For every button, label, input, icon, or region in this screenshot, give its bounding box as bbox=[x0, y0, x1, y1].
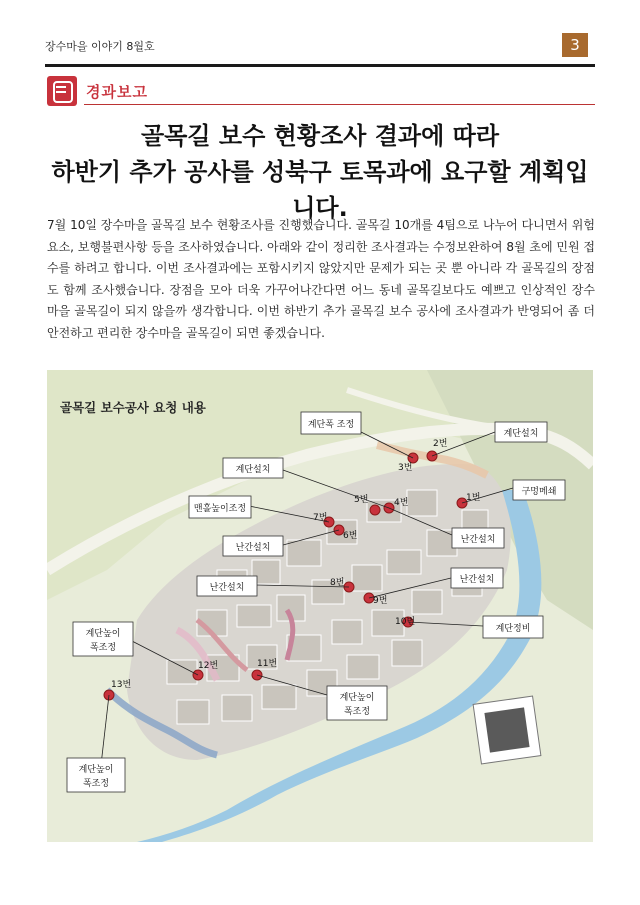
page-number: 3 bbox=[562, 33, 588, 57]
map-title: 골목길 보수공사 요청 내용 bbox=[60, 400, 206, 415]
callout-rail-2: 난간설치 bbox=[460, 535, 496, 545]
callout-rail-4: 난간설치 bbox=[209, 583, 245, 593]
section-divider bbox=[84, 104, 595, 105]
callout-manhole: 맨홀높이조정 bbox=[193, 504, 247, 514]
village-alley-map bbox=[47, 370, 593, 842]
marker-12: 12번 bbox=[198, 661, 219, 671]
marker-2: 2번 bbox=[433, 439, 448, 449]
callout-rail-3: 난간설치 bbox=[459, 575, 495, 585]
callout-stair-width: 계단폭 조정 bbox=[307, 420, 355, 430]
callout-rail-1: 난간설치 bbox=[235, 543, 271, 553]
callout-stair-height-3a: 계단높이 bbox=[78, 765, 114, 775]
headline-line-2: 하반기 추가 공사를 성북구 토목과에 요구할 계획입니다. bbox=[51, 158, 589, 222]
marker-8: 8번 bbox=[330, 578, 345, 588]
headline-line-1: 골목길 보수 현황조사 결과에 따라 bbox=[141, 122, 499, 150]
callout-stair-height-1a: 계단높이 bbox=[85, 629, 121, 639]
marker-3: 3번 bbox=[398, 463, 413, 473]
header-divider bbox=[45, 64, 595, 67]
section-label: 경과보고 bbox=[86, 83, 148, 101]
marker-1: 1번 bbox=[466, 493, 481, 503]
callout-stair-height-2a: 계단높이 bbox=[339, 693, 375, 703]
callout-stair-height-1b: 폭조정 bbox=[89, 643, 117, 653]
marker-4: 4번 bbox=[394, 498, 409, 508]
marker-13: 13번 bbox=[111, 680, 132, 690]
callout-stair-install-2: 계단설치 bbox=[235, 465, 271, 475]
callout-hole-cover: 구멍메쇄 bbox=[521, 487, 557, 497]
marker-5: 5번 bbox=[354, 495, 369, 505]
marker-10: 10번 bbox=[395, 617, 416, 627]
callout-stair-height-2b: 폭조정 bbox=[343, 707, 371, 717]
callout-stair-repair: 계단정비 bbox=[495, 624, 531, 634]
callout-stair-install-1: 계단설치 bbox=[503, 429, 539, 439]
newsletter-title: 장수마을 이야기 8월호 bbox=[45, 40, 155, 53]
marker-6: 6번 bbox=[343, 531, 358, 541]
headline bbox=[40, 118, 600, 226]
marker-11: 11번 bbox=[257, 659, 278, 669]
callout-stair-height-3b: 폭조정 bbox=[82, 779, 110, 789]
document-icon bbox=[47, 76, 77, 106]
marker-9: 9번 bbox=[373, 596, 388, 606]
marker-7: 7번 bbox=[313, 513, 328, 523]
body-paragraph: 7월 10일 장수마을 골목길 보수 현황조사를 진행했습니다. 골목길 10개를 4팀으로 나누어 다니면서 위험요소, 보행불편사항 등을 조사하였습니다. 아래와 같이 정리한 조사결과는 수정보완하여 8월 초에 민원 접수를 하려고 합니다. 이번 조사결과에는 포함시키지 않았지만 문제가 되는 곳 뿐 아니라 각 골목길의 장점도 함께 조사했습니다. 장점을 모아 더욱 가꾸어나간다면 어느 동네 골목길보다도 예쁘고 인상적인 장수마을 골목길이 되지 않을까 생각합니다. 이번 하반기 추가 골목길 보수 공사에 조사결과가 반영되어 좀 더 안전하고 편리한 장수마을 골목길이 되면 좋겠습니다. bbox=[47, 218, 595, 340]
